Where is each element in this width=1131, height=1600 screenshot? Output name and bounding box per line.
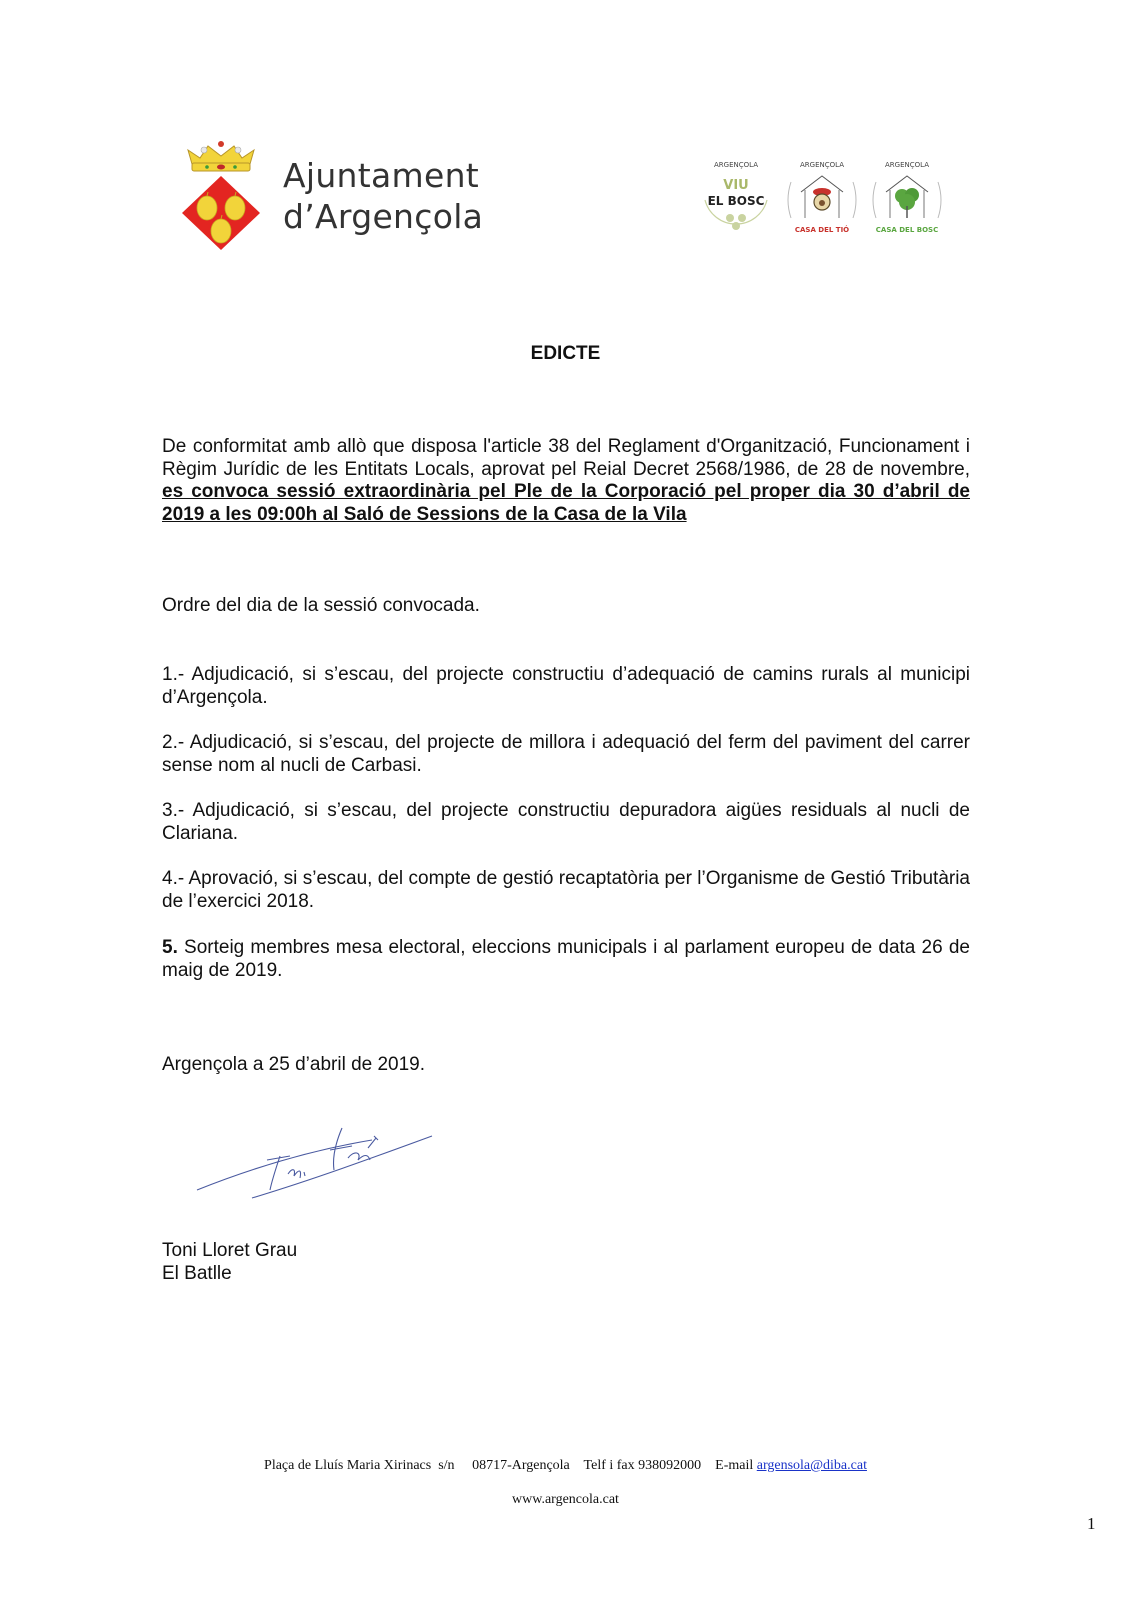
agenda-item — [162, 800, 970, 845]
agenda-item — [162, 732, 970, 777]
footer-email-link[interactable]: argensola@diba.cat — [756, 1458, 867, 1473]
footer-contact — [0, 1458, 1131, 1474]
agenda-item-text: Adjudicació, si s’escau, del projecte constructiu d’adequació de camins rurals al municipi d’Argençola. — [162, 664, 970, 708]
badge-el-bosc-text: EL BOSC — [707, 194, 765, 208]
agenda-item — [162, 868, 970, 913]
badge-top-text: ARGENÇOLA — [800, 161, 844, 169]
agenda-item-text: Adjudicació, si s’escau, del projecte de millora i adequació del ferm del paviment del carrer sense nom al nucli de Carbasi. — [162, 732, 970, 776]
footer-address: Plaça de Lluís Maria Xirinacs s/n — [264, 1458, 455, 1473]
intro-plain-text: De conformitat amb allò que disposa l'article 38 del Reglament d'Organització, Funcionament i Règim Jurídic de les Entitats Locals, aprovat pel Reial Decret 2568/1986, de 28 de novembre, — [162, 436, 970, 480]
agenda-item-number: 2.- — [162, 732, 185, 753]
intro-emphasis-text: es convoca sessió extraordinària pel Ple de la Corporació pel proper dia 30 d’abril de 2019 a les 09:00h al Saló de Sessions de la Casa de la Vila — [162, 481, 970, 525]
casa-del-tio-badge-icon — [783, 152, 861, 240]
badge-top-text: ARGENÇOLA — [714, 161, 758, 169]
intro-paragraph — [162, 436, 970, 526]
agenda-item-text: Aprovació, si s’escau, del compte de gestió recaptatòria per l’Organisme de Gestió Tributària de l’exercici 2018. — [162, 868, 970, 912]
agenda-item-text: Adjudicació, si s’escau, del projecte constructiu depuradora aigües residuals al nucli de Clariana. — [162, 800, 970, 844]
agenda-item-number: 1.- — [162, 664, 185, 685]
signer-title: El Batlle — [162, 1263, 232, 1284]
footer-postal: 08717-Argençola — [472, 1458, 570, 1473]
badge-caption: CASA DEL TIÓ — [794, 226, 850, 234]
organization-name — [283, 155, 483, 237]
agenda-item-text: Sorteig membres mesa electoral, eleccions municipals i al parlament europeu de data 26 de maig de 2019. — [162, 937, 970, 981]
badge-top-text: ARGENÇOLA — [885, 161, 929, 169]
organization-name-line2: d’Argençola — [283, 197, 484, 236]
footer-website: www.argencola.cat — [512, 1492, 619, 1507]
viu-el-bosc-badge-icon — [697, 152, 775, 240]
agenda-item — [162, 937, 970, 982]
shield-icon — [182, 176, 260, 250]
agenda-intro: Ordre del dia de la sessió convocada. — [162, 595, 480, 616]
agenda-item — [162, 664, 970, 709]
organization-name-line1: Ajuntament — [283, 156, 480, 195]
agenda-item-number: 4.- — [162, 868, 185, 889]
badge-caption: CASA DEL BOSC — [875, 226, 939, 234]
signer-name: Toni Lloret Grau — [162, 1240, 298, 1261]
coat-of-arms-icon — [180, 138, 262, 250]
casa-del-bosc-badge-icon — [868, 152, 946, 240]
agenda-item-number: 5. — [162, 937, 178, 958]
page-number: 1 — [1087, 1514, 1096, 1533]
crown-icon — [188, 141, 254, 171]
badge-viu-text: VIU — [723, 178, 749, 193]
agenda-item-number: 3.- — [162, 800, 185, 821]
document-title: EDICTE — [530, 343, 601, 364]
footer-email-label: E-mail — [715, 1458, 757, 1473]
date-place: Argençola a 25 d’abril de 2019. — [162, 1054, 426, 1075]
footer-phone: Telf i fax 938092000 — [583, 1458, 702, 1473]
handwritten-signature — [192, 1098, 442, 1208]
